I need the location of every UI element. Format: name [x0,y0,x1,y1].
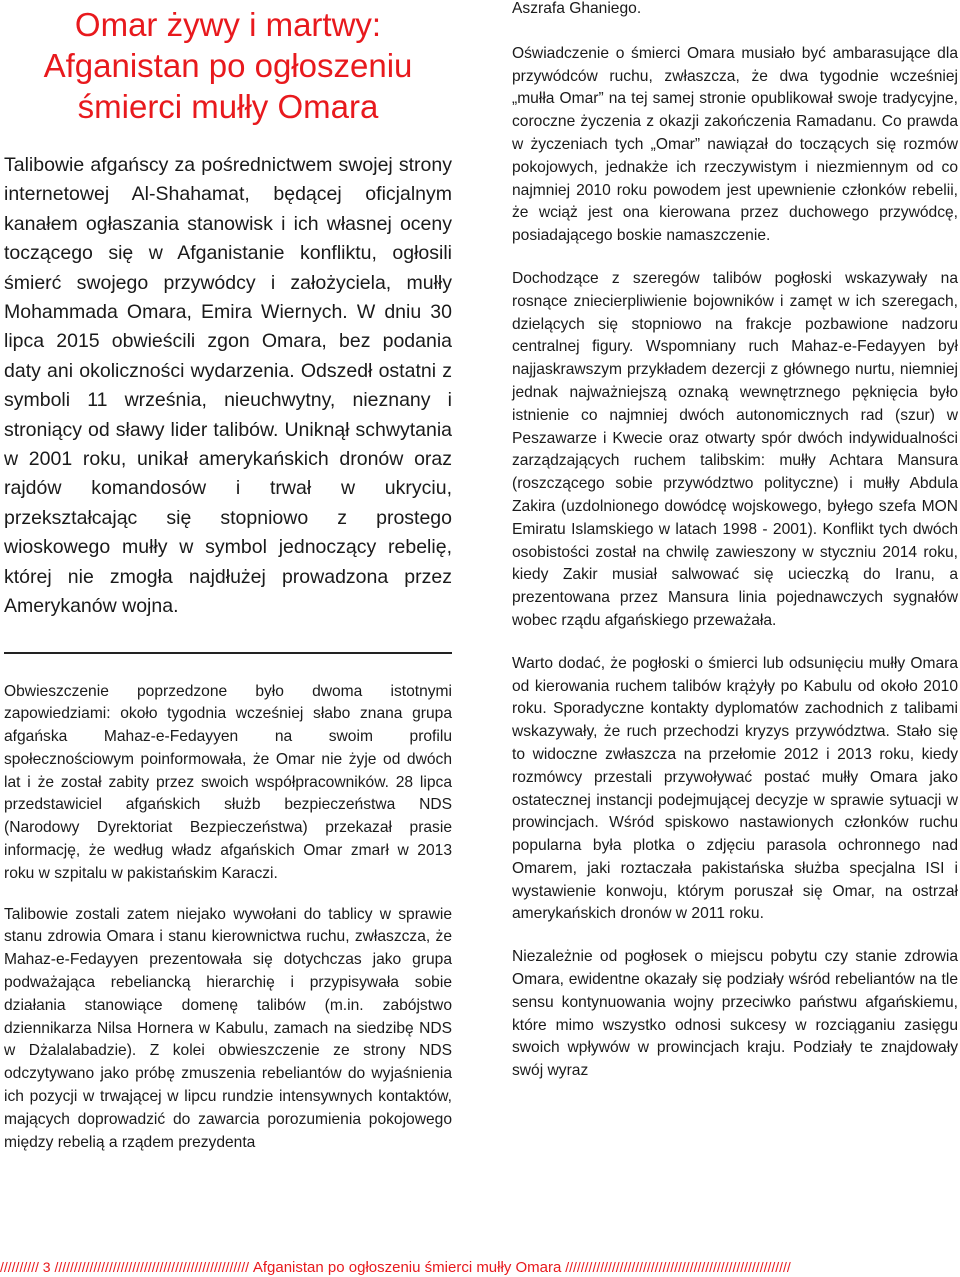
page-footer [0,1258,960,1276]
page-number: 3 [42,1259,51,1275]
title-line-3: śmierci mułły Omara [77,88,379,125]
article-title [4,0,452,127]
title-line-1: Omar żywy i martwy: [74,6,382,43]
body-paragraph-right-0: Aszrafa Ghaniego. [512,0,642,17]
body-paragraph-right-3: Warto dodać, że pogłoski o śmierci lub odsunięciu mułły Omara od kierowania ruchem talibów krążyły po Kabulu od około 2010 roku. Sporadyczne kontakty dyplomatów zachodnich z talibami wskazywały, że ruch przechodzi kryzys przywództwa. Stało się to widoczne zwłaszcza na przełomie 2012 i 2013 roku, kiedy rozmówcy przestali przywoływać postać mułły Omara jako ostatecznej instancji podejmującej decyzje w sprawie sytuacji w prowincjach. Wśród spiskowo nastawionych członków ruchu popularna była plotka o zdjęciu parasola ochronnego nad Omarem, jaki roztaczała pakistańska służba specjalna ISI i wystawienie konwoju, którym poruszał się Omar, na ostrzał amerykańskich dronów w 2011 roku. [512,654,958,923]
lead-paragraph: Talibowie afgańscy za pośrednictwem swojej strony internetowej Al-Shahamat, będącej oficjalnym kanałem ogłaszania stanowisk i ich własnej oceny toczącego się w Afganistanie konfliktu, ogłosili śmierć swojego przywódcy i założyciela, mułły Mohammada Omara, Emira Wiernych. W dniu 30 lipca 2015 obwieścili zgon Omara, bez podania daty ani okoliczności wydarzenia. Odszedł ostatni z symboli 11 września, nieuchwytny, nieznany i stroniący od sławy lider talibów. Uniknął schwytania w 2001 roku, unikał amerykańskich dronów oraz rajdów komandosów i trwał w ukryciu, przekształcając się stopniowo z prostego wioskowego mułły w symbol jednoczący rebelię, której nie zmogła najdłużej prowadzona przez Amerykanów wojna. [4,154,452,618]
footer-slashes-middle: ////////////////////////////////////////////////// [54,1259,249,1275]
right-column [512,0,958,1083]
footer-slashes-trailing: ////////////////////////////////////////////////////////// [565,1259,791,1275]
footer-running-title: Afganistan po ogłoszeniu śmierci mułły Omara [252,1259,562,1276]
footer-slashes-leading: ////////// [0,1259,39,1275]
left-column [4,0,452,1154]
body-paragraph-right-4: Niezależnie od pogłosek o miejscu pobytu czy stanie zdrowia Omara, ewidentne okazały się podziały wśród rebeliantów na tle sensu kontynuowania wojny przeciwko państwu afgańskiemu, które mimo wszystko odnosi sukcesy w rozciąganiu zasięgu swoich wpływów w prowincjach kraju. Podziały te znajdowały swój wyraz [512,948,958,1080]
body-paragraph-left-2: Talibowie zostali zatem niejako wywołani do tablicy w sprawie stanu zdrowia Omara i stanu kierownictwa ruchu, zwłaszcza, że Mahaz-e-Fedayyen prezentowała się dotychczas jako grupa podważająca rebeliancką hierarchię i przypisywała sobie działania stanowiące domenę talibów (m.in. zabójstwo dziennikarza Nilsa Hornera w Kabulu, zamach na siedzibę NDS w Dżalalabadzie). Z kolei obwieszczenie ze strony NDS odczytywano jako próbę zmuszenia rebeliantów do wyjaśnienia ich pozycji w trwającej w lipcu rundzie intensywnych kontaktów, mających doprowadzić do zawarcia porozumienia pokojowego między rebelią a rządem prezydenta [4,905,452,1151]
body-paragraph-left-1: Obwieszczenie poprzedzone było dwoma istotnymi zapowiedziami: około tygodnia wcześniej słabo znana grupa afgańska Mahaz-e-Fedayyen na swoim profilu społecznościowym poinformowała, że Omar nie żyje od dwóch lat i że został zabity przez swoich współpracowników. 28 lipca przedstawiciel afgańskich służb bezpieczeństwa NDS (Narodowy Dyrektoriat Bezpieczeństwa) przekazał prasie informację, że według władz afgańskich Omar zmarł w 2013 roku w szpitalu w pakistańskim Karaczi. [4,682,452,882]
title-line-2: Afganistan po ogłoszeniu [43,47,413,84]
body-paragraph-right-2: Dochodzące z szeregów talibów pogłoski wskazywały na rosnące zniecierpliwienie bojowników i zamęt w ich szeregach, dzielących się stopniowo na frakcje pozbawione nadzoru centralnej figury. Wspomniany ruch Mahaz-e-Fedayyen był najjaskrawszym przykładem dezercji z głównego nurtu, niemniej jednak najważniejszą oznaką wewnętrznego pęknięcia było istnienie co najmniej dwóch autonomicznych rad (szur) w Peszawarze i Kwecie oraz otwarty spór dwóch indywidualności zarządzających ruchem talibskim: mułły Achtara Mansura (roszczącego sobie przywództwo polityczne) i mułły Abdula Zakira (uzdolnionego dowódcę wojskowego, byłego szefa MON Emiratu Islamskiego w latach 1998 - 2001). Konflikt tych dwóch osobistości został na chwilę zawieszony w styczniu 2014 roku, kiedy Zakir musiał salwować się ucieczką do Iranu, a prezentowana przez Mansura linia pojednawczych sygnałów wobec rządu afgańskiego przeważała. [512,269,958,629]
body-paragraph-right-1: Oświadczenie o śmierci Omara musiało być ambarasujące dla przywódców ruchu, zwłaszcza, że dwa tygodnie wcześniej „mułła Omar” na tej samej stronie opublikował swoje tradycyjne, coroczne życzenia z okazji zakończenia Ramadanu. Co prawda w życzeniach tych „Omar” nawiązał do toczących się rozmów pokojowych, jednakże ich rzeczywistym i niezmiennym od co najmniej 2010 roku powodem jest upewnienie członków rebelii, że wciąż jest ona kierowana przez duchowego przywódcę, posiadającego boskie namaszczenie. [512,44,958,245]
divider-line [4,652,452,654]
